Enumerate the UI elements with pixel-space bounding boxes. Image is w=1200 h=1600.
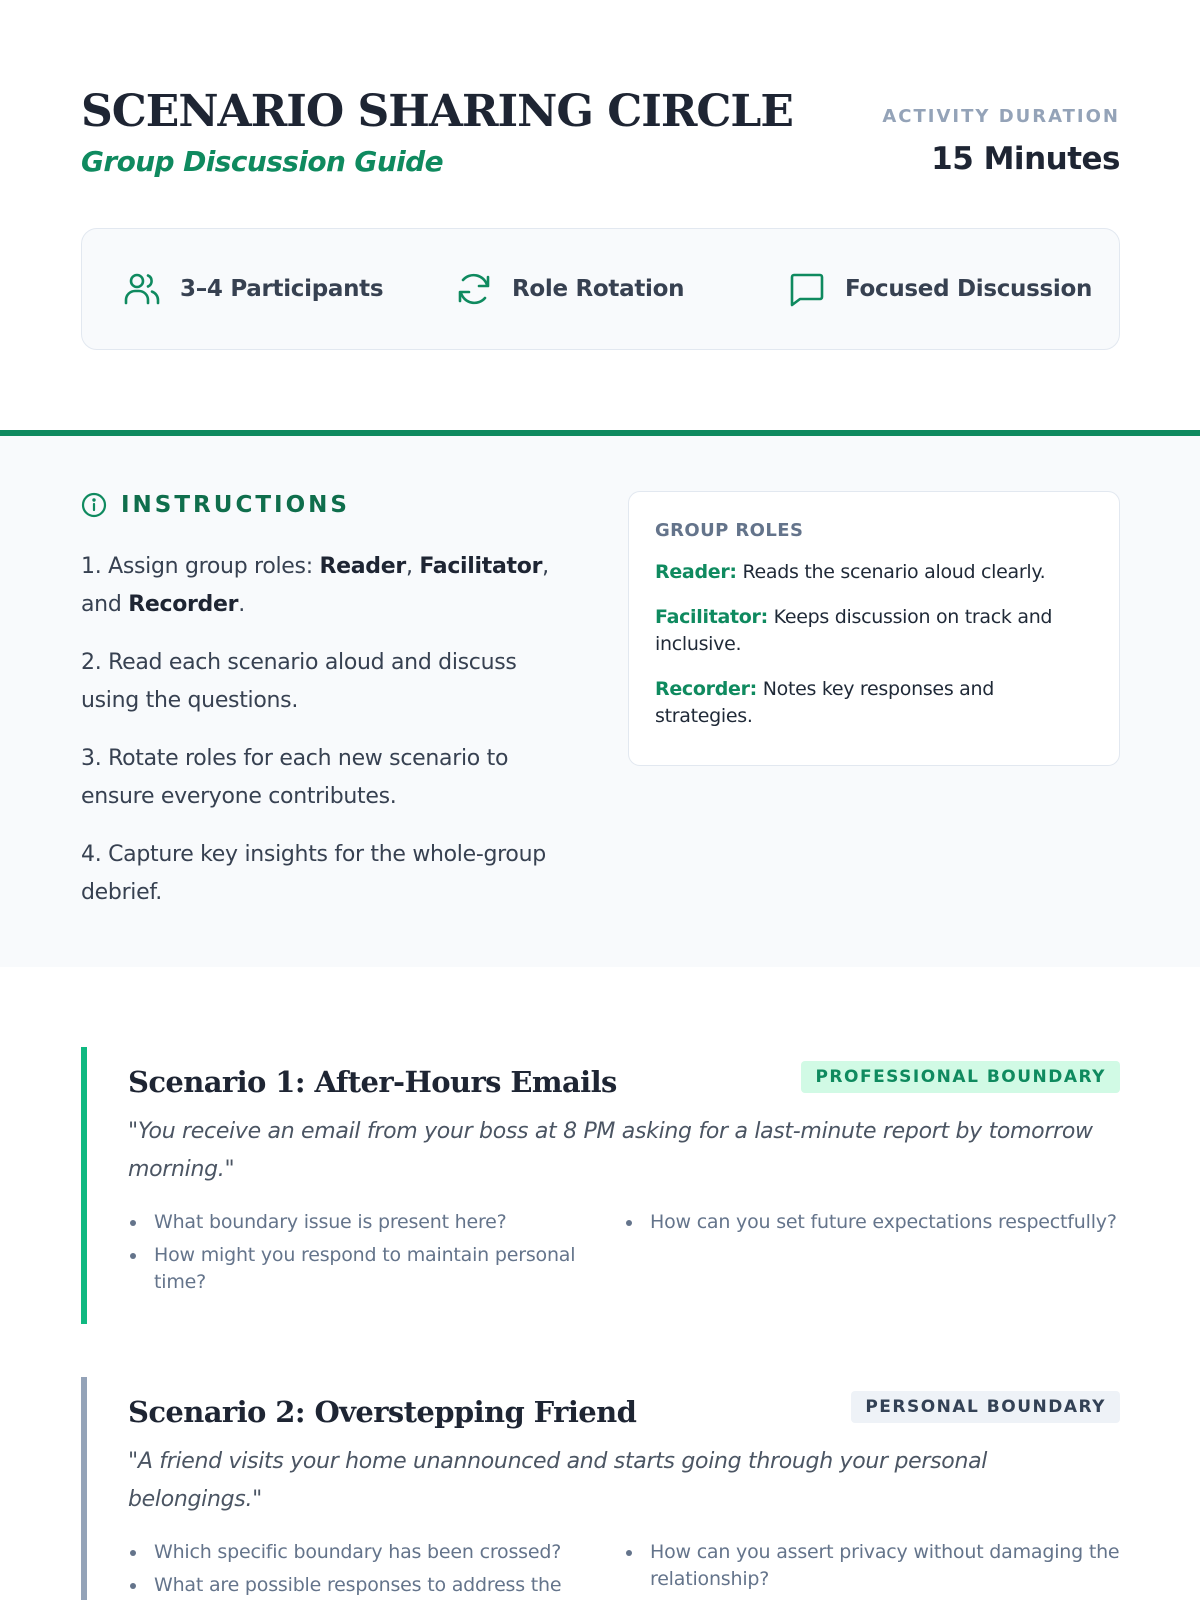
questions-left-column (128, 1539, 624, 1600)
instruction-steps (81, 548, 581, 932)
question-item: What boundary issue is present here? (128, 1209, 624, 1236)
question-item: How might you respond to maintain personal time? (128, 1242, 624, 1296)
feature-label: 3–4 Participants (180, 276, 384, 302)
role-recorder-term: Recorder (128, 592, 239, 617)
scenario-quote: "You receive an email from your boss at 8 PM asking for a last-minute report by tomorrow morning." (128, 1119, 1093, 1182)
question-item: Which specific boundary has been crossed? (128, 1539, 624, 1566)
scenario-card (81, 1377, 1120, 1600)
boundary-badge: PERSONAL BOUNDARY (851, 1391, 1120, 1423)
role-description: Keeps discussion on track and inclusive. (655, 606, 1053, 655)
questions-right-column (624, 1209, 1120, 1302)
question-item: What are possible responses to address the (128, 1572, 624, 1599)
activity-duration (882, 106, 1120, 177)
instruction-step: 2. Read each scenario aloud and discuss using the questions. (81, 650, 517, 713)
feature-strip (81, 228, 1120, 350)
instruction-step (81, 548, 581, 624)
group-roles-title: GROUP ROLES (655, 520, 804, 541)
step-text: . (238, 592, 245, 617)
users-icon (122, 269, 162, 309)
scenario-accent-bar (81, 1047, 87, 1324)
page-title: SCENARIO SHARING CIRCLE (81, 86, 793, 137)
info-icon (81, 492, 107, 518)
feature-label: Focused Discussion (845, 276, 1093, 302)
scenario-card (81, 1047, 1120, 1324)
scenario-title: Scenario 2: Overstepping Friend (128, 1395, 637, 1429)
instruction-step: 3. Rotate roles for each new scenario to ensure everyone contributes. (81, 746, 509, 809)
role-description: Reads the scenario aloud clearly. (736, 561, 1046, 583)
instructions-heading (81, 492, 350, 518)
boundary-badge: PROFESSIONAL BOUNDARY (801, 1061, 1120, 1093)
role-name: Reader: (655, 561, 737, 583)
discussion-questions (128, 1209, 1120, 1302)
instructions-title: INSTRUCTIONS (121, 492, 350, 518)
question-item: How can you set future expectations respectfully? (624, 1209, 1120, 1236)
instruction-step: 4. Capture key insights for the whole-group debrief. (81, 842, 546, 905)
role-item (655, 559, 1093, 586)
role-description: Notes key responses and strategies. (655, 678, 995, 727)
step-text: , and (81, 554, 549, 617)
role-facilitator-term: Facilitator (419, 554, 543, 579)
role-name: Recorder: (655, 678, 757, 700)
scenario-title: Scenario 1: After-Hours Emails (128, 1065, 617, 1099)
question-item: How can you assert privacy without damaging the relationship? (624, 1539, 1120, 1593)
group-roles-card (628, 491, 1120, 766)
rotate-icon (454, 269, 494, 309)
duration-label: ACTIVITY DURATION (882, 106, 1120, 127)
feature-label: Role Rotation (512, 276, 685, 302)
questions-right-column (624, 1539, 1120, 1600)
role-item (655, 604, 1093, 658)
discussion-questions (128, 1539, 1120, 1600)
feature-focused-discussion (787, 269, 1092, 309)
questions-left-column (128, 1209, 624, 1302)
step-text: 1. Assign group roles: (81, 554, 320, 579)
chat-bubble-icon (787, 269, 827, 309)
step-text: , (405, 554, 420, 579)
scenario-accent-bar (81, 1377, 87, 1600)
scenario-quote: "A friend visits your home unannounced and starts going through your personal belongings." (128, 1449, 988, 1512)
guide-header (81, 84, 1120, 180)
feature-role-rotation (454, 269, 684, 309)
role-name: Facilitator: (655, 606, 768, 628)
duration-value: 15 Minutes (931, 141, 1120, 177)
feature-participants (122, 269, 383, 309)
role-reader-term: Reader (319, 554, 406, 579)
page-subtitle: Group Discussion Guide (81, 145, 443, 178)
role-item (655, 676, 1093, 730)
